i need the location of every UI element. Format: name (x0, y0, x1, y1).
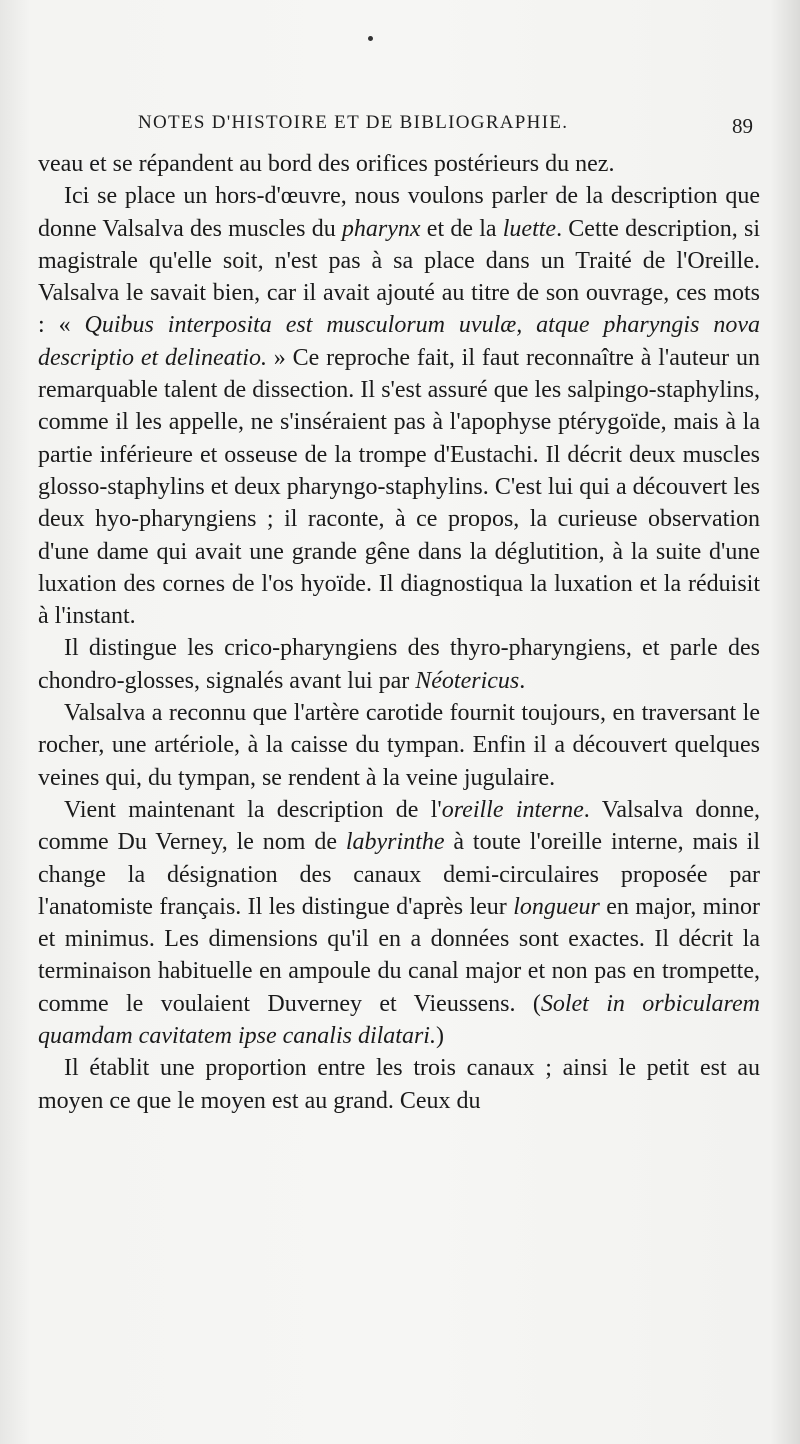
p5-latin-quote: Solet in orbicularem quamdam cavitatem ipse canalis dilatari. (38, 990, 760, 1050)
body-text (38, 148, 760, 1117)
p2-latin-title: Quibus interposita est musculorum uvulæ, atque pharyngis nova descriptio et delineatio. (38, 312, 761, 371)
p2-term-luette: luette (502, 215, 557, 242)
p2-term-pharynx: pharynx (341, 215, 421, 242)
paragraph-6: Il établit une proportion entre les trois canaux ; ainsi le petit est au moyen ce que le moyen est au grand. Ceux du (38, 1055, 760, 1114)
p2-text-e: . Cette description, si magistrale qu'elle soit, n'est pas à sa place dans un Traité de l'Oreille. Valsalva le savait bien, car il avait ajouté au titre de son ouvrage, ces mots : « (38, 215, 761, 339)
p5-text-e: à toute l'oreille interne, mais il change la désignation des canaux demi-circulaires proposée par l'anatomiste français. Il les distingue d'après leur (38, 829, 761, 920)
p3-text-c: . (519, 667, 526, 694)
p5-term-labyrinthe: labyrinthe (345, 829, 445, 856)
p5-text-i: ) (435, 1023, 444, 1050)
p5-term-longueur: longueur (513, 893, 600, 920)
paragraph-4: Valsalva a reconnu que l'artère carotide fournit toujours, en traversant le rocher, une artériole, à la caisse du tympan. Enfin il a découvert quelques veines qui, du tympan, se rendent à la veine jugulaire. (38, 700, 760, 791)
running-head: NOTES D'HISTOIRE ET DE BIBLIOGRAPHIE. (138, 112, 569, 133)
p5-text-c: . Valsalva donne, comme Du Verney, le nom de (38, 796, 760, 856)
ink-speck (368, 36, 373, 41)
paragraph-1: veau et se répandent au bord des orifices postérieurs du nez. (38, 151, 615, 177)
page-number: 89 (732, 114, 753, 138)
p3-text-a: Il distingue les crico-pharyngiens des thyro-pharyngiens, et parle des chondro-glosses, signalés avant lui par (38, 635, 760, 694)
p2-text-a: Ici se place un hors-d'œuvre, nous voulons parler de la description que donne Valsalva des muscles du (38, 183, 760, 242)
p5-text-a: Vient maintenant la description de l' (64, 796, 442, 823)
paragraph-2 (38, 180, 760, 632)
paragraph-5 (38, 794, 760, 1052)
p2-text-g: » Ce reproche fait, il faut reconnaître à l'auteur un remarquable talent de dissection. Il s'est assuré que les salpingo-staphylins, comme il les appelle, ne s'inséraient pas à l'apophyse ptérygoïde, mais à la partie inférieure et osseuse de la trompe d'Eustachi. Il décrit deux muscles glosso-staphylins et deux pharyngo-staphylins. C'est lui qui a découvert les deux hyo-pharyngiens ; il raconte, à ce propos, la curieuse observation d'une dame qui avait une grande gêne dans la déglutition, à la suite d'une luxation des cornes de l'os hyoïde. Il diagnostiqua la luxation et la réduisit à l'instant. (38, 344, 760, 630)
paragraph-3 (38, 632, 760, 697)
p3-term-neotericus: Néotericus (415, 667, 520, 694)
p2-text-c: et de la (420, 215, 503, 242)
p5-term-oreille-interne: oreille interne (441, 796, 584, 823)
p5-text-g: en major, minor et minimus. Les dimensions qu'il en a données sont exactes. Il décrit la terminaison habituelle en ampoule du canal major et non pas en trompette, comme le voulaient Duverney et Vieussens. ( (38, 893, 761, 1017)
